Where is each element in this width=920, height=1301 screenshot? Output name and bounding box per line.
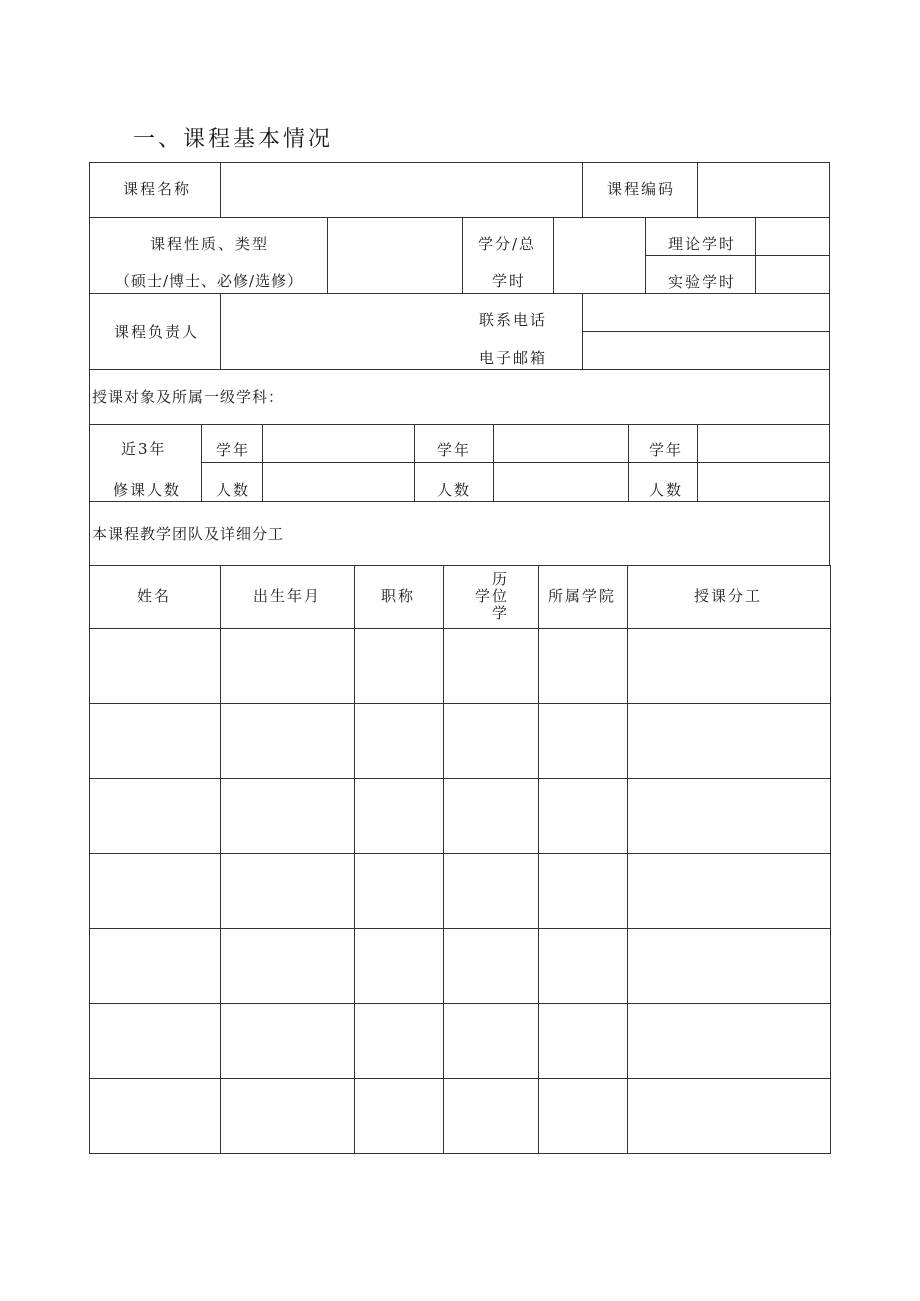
recent-label-line1: 近3年 <box>121 440 167 458</box>
team-header-degree-part: 学位 <box>475 587 510 605</box>
team-row-1-title-field[interactable] <box>356 630 442 702</box>
team-row-2-degree-field[interactable] <box>445 705 537 777</box>
email-field[interactable] <box>584 333 828 368</box>
nature-label-line1: 课程性质、类型 <box>150 235 270 253</box>
team-row-4-degree-field[interactable] <box>445 855 537 927</box>
phone-label: 联系电话 <box>479 311 548 329</box>
leader-label: 课程负责人 <box>114 323 200 341</box>
course-name-field[interactable] <box>222 164 581 216</box>
team-row-4-college-field[interactable] <box>540 855 626 927</box>
team-row-1-duty-field[interactable] <box>629 630 829 702</box>
team-row-3-duty-field[interactable] <box>629 780 829 852</box>
team-row-7-degree-field[interactable] <box>445 1080 537 1152</box>
credit-field[interactable] <box>555 219 644 292</box>
count-label-3: 人数 <box>649 481 684 499</box>
team-row-1-degree-field[interactable] <box>445 630 537 702</box>
phone-field[interactable] <box>584 295 828 330</box>
team-row-4-birth-field[interactable] <box>222 855 353 927</box>
team-row-4-duty-field[interactable] <box>629 855 829 927</box>
team-header-birth-label: 出生年月 <box>253 587 322 605</box>
team-row-6-title-field[interactable] <box>356 1005 442 1077</box>
team-row-5-duty-field[interactable] <box>629 930 829 1002</box>
nature-field[interactable] <box>329 219 461 292</box>
recent-label-line2: 修课人数 <box>113 481 182 499</box>
team-row-5-college-field[interactable] <box>540 930 626 1002</box>
team-row-7-name-field[interactable] <box>91 1080 219 1152</box>
team-row-6-duty-field[interactable] <box>629 1005 829 1077</box>
count-label-1: 人数 <box>216 481 251 499</box>
credit-label-line1: 学分/总 <box>478 235 537 253</box>
team-row-3-name-field[interactable] <box>91 780 219 852</box>
team-row-1-college-field[interactable] <box>540 630 626 702</box>
audience-label: 授课对象及所属一级学科： <box>92 388 285 406</box>
team-row-3-college-field[interactable] <box>540 780 626 852</box>
nature-label-line2: （硕士/博士、必修/选修） <box>115 272 304 290</box>
team-header-title-label: 职称 <box>381 587 416 605</box>
team-header-degree-part: 历 <box>492 570 510 588</box>
team-row-5-title-field[interactable] <box>356 930 442 1002</box>
team-row-7-college-field[interactable] <box>540 1080 626 1152</box>
team-row-5-birth-field[interactable] <box>222 930 353 1002</box>
team-row-1-birth-field[interactable] <box>222 630 353 702</box>
year-label-2: 学年 <box>437 441 472 459</box>
theory-hours-field[interactable] <box>757 219 828 254</box>
course-code-field[interactable] <box>699 164 828 216</box>
year-label-1: 学年 <box>216 441 251 459</box>
count-field-3[interactable] <box>699 464 828 500</box>
leader-field[interactable] <box>222 295 462 368</box>
team-row-2-name-field[interactable] <box>91 705 219 777</box>
team-row-7-birth-field[interactable] <box>222 1080 353 1152</box>
team-row-1-name-field[interactable] <box>91 630 219 702</box>
email-label: 电子邮箱 <box>479 349 548 367</box>
team-row-6-name-field[interactable] <box>91 1005 219 1077</box>
team-header-degree-part: 学 <box>492 604 510 622</box>
team-header-duty-label: 授课分工 <box>694 587 763 605</box>
team-row-5-degree-field[interactable] <box>445 930 537 1002</box>
team-row-7-duty-field[interactable] <box>629 1080 829 1152</box>
year-field-2[interactable] <box>495 426 627 461</box>
team-row-6-degree-field[interactable] <box>445 1005 537 1077</box>
section-title: 一、课程基本情况 <box>133 127 334 152</box>
count-field-2[interactable] <box>495 464 627 500</box>
course-name-label: 课程名称 <box>123 180 192 198</box>
team-row-4-name-field[interactable] <box>91 855 219 927</box>
team-row-2-title-field[interactable] <box>356 705 442 777</box>
team-header-college-label: 所属学院 <box>548 587 617 605</box>
team-row-2-birth-field[interactable] <box>222 705 353 777</box>
team-row-5-name-field[interactable] <box>91 930 219 1002</box>
count-field-1[interactable] <box>264 464 413 500</box>
team-heading: 本课程教学团队及详细分工 <box>92 525 285 543</box>
year-field-1[interactable] <box>264 426 413 461</box>
team-row-7-title-field[interactable] <box>356 1080 442 1152</box>
team-row-2-duty-field[interactable] <box>629 705 829 777</box>
lab-hours-field[interactable] <box>757 257 828 292</box>
count-label-2: 人数 <box>437 481 472 499</box>
lab-hours-label: 实验学时 <box>668 273 737 291</box>
team-row-6-birth-field[interactable] <box>222 1005 353 1077</box>
team-row-3-birth-field[interactable] <box>222 780 353 852</box>
year-field-3[interactable] <box>699 426 828 461</box>
credit-label-line2: 学时 <box>492 272 527 290</box>
team-header-name-label: 姓名 <box>137 587 172 605</box>
team-row-2-college-field[interactable] <box>540 705 626 777</box>
theory-hours-label: 理论学时 <box>668 235 737 253</box>
year-label-3: 学年 <box>649 441 684 459</box>
course-code-label: 课程编码 <box>607 180 676 198</box>
team-row-3-degree-field[interactable] <box>445 780 537 852</box>
team-row-3-title-field[interactable] <box>356 780 442 852</box>
team-row-4-title-field[interactable] <box>356 855 442 927</box>
team-row-6-college-field[interactable] <box>540 1005 626 1077</box>
